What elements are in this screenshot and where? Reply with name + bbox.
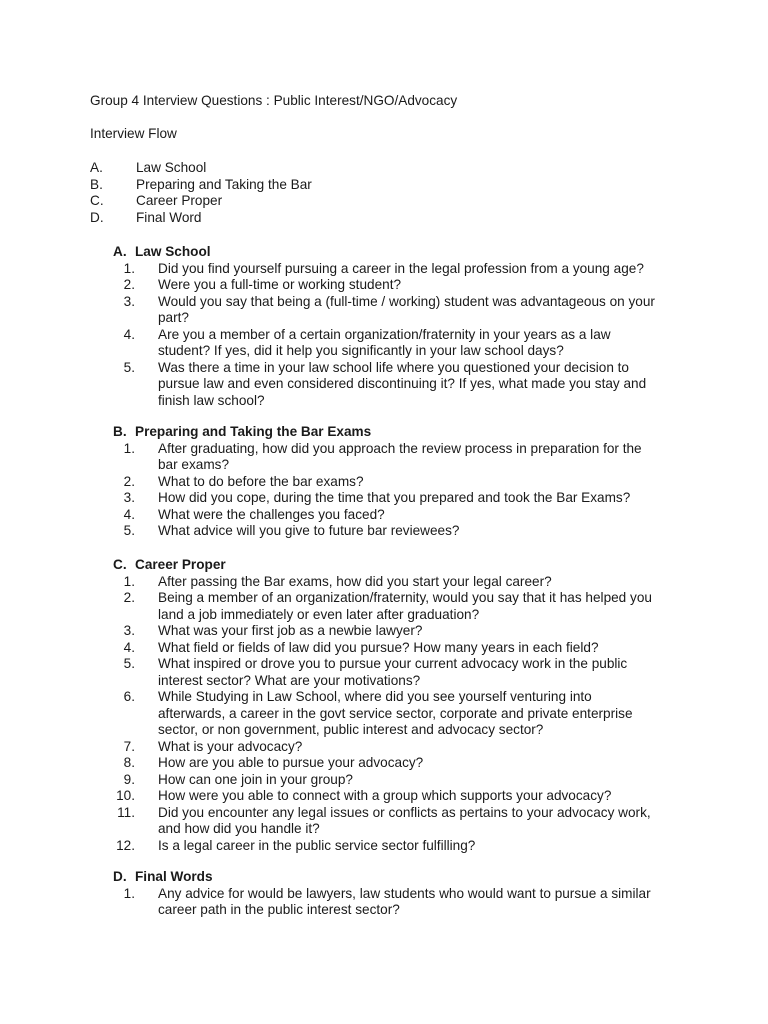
question-number: 7. [123, 738, 135, 754]
flow-item [90, 160, 312, 177]
section-heading [113, 244, 713, 261]
question-number: 9. [123, 771, 135, 787]
flow-item [90, 210, 312, 227]
question-item [113, 261, 713, 278]
section-letter: C. [113, 557, 127, 572]
question-text: Being a member of an organization/fraternity, would you say that it has helped you land a job immediately or even later after graduation? [158, 590, 652, 622]
question-text: Did you find yourself pursuing a career in the legal profession from a young age? [158, 260, 644, 276]
question-number: 6. [123, 689, 135, 704]
question-item [113, 838, 713, 855]
flow-item-label: Law School [136, 160, 207, 175]
question-text: How were you able to connect with a group which supports your advocacy? [158, 788, 612, 803]
flow-item-letter: D. [90, 209, 104, 225]
section-final-words [113, 869, 713, 919]
question-text: Did you encounter any legal issues or conflicts as pertains to your advocacy work, and how did you handle it? [158, 804, 651, 836]
section-letter: A. [113, 244, 127, 259]
question-text: What was your first job as a newbie lawyer? [158, 623, 423, 638]
question-text: How did you cope, during the time that you prepared and took the Bar Exams? [158, 490, 631, 505]
question-item [113, 474, 713, 491]
question-number: 11. [117, 804, 135, 820]
document-title: Group 4 Interview Questions : Public Interest/NGO/Advocacy [90, 93, 458, 108]
flow-item [90, 193, 312, 210]
question-number: 1. [123, 440, 135, 456]
section-bar-exams [113, 424, 713, 540]
question-number: 8. [123, 755, 135, 770]
question-item [113, 788, 713, 805]
question-item [113, 640, 713, 657]
question-number: 1. [123, 573, 135, 589]
question-text: Are you a member of a certain organization/fraternity in your years as a law student? If yes, did it help you significantly in your law school days? [158, 326, 611, 358]
question-text: Is a legal career in the public service sector fulfilling? [158, 837, 476, 853]
question-item [113, 656, 713, 689]
section-letter: B. [113, 424, 127, 439]
question-number: 4. [123, 506, 135, 522]
question-number: 2. [123, 590, 135, 605]
question-item [113, 327, 713, 360]
question-text: What were the challenges you faced? [158, 506, 385, 522]
section-heading [113, 557, 713, 574]
question-number: 5. [123, 523, 135, 538]
flow-item-letter: B. [90, 176, 103, 192]
question-number: 2. [123, 277, 135, 292]
flow-item [90, 177, 312, 194]
question-text: How can one join in your group? [158, 771, 353, 787]
section-heading [113, 424, 713, 441]
question-item [113, 772, 713, 789]
question-item [113, 755, 713, 772]
question-item [113, 490, 713, 507]
question-item [113, 294, 713, 327]
question-text: What is your advocacy? [158, 738, 303, 754]
question-text: Would you say that being a (full-time / working) student was advantageous on your part? [158, 293, 655, 325]
question-text: Were you a full-time or working student? [158, 277, 402, 292]
flow-item-letter: A. [90, 160, 103, 175]
question-text: While Studying in Law School, where did you see yourself venturing into afterwards, a career in the govt service sector, corporate and private enterprise sector, or non government, public interest and advocacy sector? [158, 689, 633, 737]
question-item [113, 441, 713, 474]
flow-item-letter: C. [90, 193, 104, 208]
question-number: 2. [123, 473, 135, 489]
question-item [113, 360, 713, 410]
question-text: After passing the Bar exams, how did you start your legal career? [158, 573, 552, 589]
question-number: 3. [123, 623, 135, 638]
flow-item-label: Career Proper [136, 193, 223, 208]
question-number: 1. [123, 885, 135, 901]
flow-item-label: Final Word [136, 209, 202, 225]
section-heading [113, 869, 713, 886]
section-title: Career Proper [135, 557, 226, 572]
interview-flow-list [90, 160, 312, 226]
question-item [113, 739, 713, 756]
section-title: Final Words [135, 869, 213, 884]
question-number: 5. [123, 656, 135, 671]
question-text: After graduating, how did you approach the review process in preparation for the bar exams? [158, 440, 642, 472]
question-item [113, 574, 713, 591]
question-number: 3. [123, 490, 135, 505]
question-number: 3. [123, 293, 135, 309]
question-item [113, 507, 713, 524]
section-letter: D. [113, 869, 127, 884]
question-number: 5. [123, 359, 135, 375]
interview-flow-title: Interview Flow [90, 126, 177, 141]
question-item [113, 689, 713, 739]
flow-item-label: Preparing and Taking the Bar [136, 176, 312, 192]
question-text: Was there a time in your law school life where you questioned your decision to pursue law and even considered discontinuing it? If yes, what made you stay and finish law school? [158, 359, 647, 408]
question-item [113, 805, 713, 838]
section-law-school [113, 244, 713, 409]
question-number: 4. [123, 326, 135, 342]
question-number: 12. [116, 837, 135, 853]
question-text: What field or fields of law did you pursue? How many years in each field? [158, 639, 599, 655]
question-text: What to do before the bar exams? [158, 473, 364, 489]
section-title: Law School [135, 244, 211, 259]
question-number: 10. [116, 788, 135, 803]
question-item [113, 523, 713, 540]
question-text: What inspired or drove you to pursue your current advocacy work in the public interest sector? What are your motivations? [158, 656, 628, 688]
question-number: 1. [123, 260, 135, 276]
question-item [113, 886, 713, 919]
question-item [113, 623, 713, 640]
question-text: Any advice for would be lawyers, law students who would want to pursue a similar career path in the public interest sector? [158, 885, 651, 917]
section-title: Preparing and Taking the Bar Exams [135, 424, 372, 439]
question-text: How are you able to pursue your advocacy? [158, 755, 424, 770]
question-item [113, 277, 713, 294]
question-text: What advice will you give to future bar reviewees? [158, 523, 460, 538]
section-career-proper [113, 557, 713, 854]
question-number: 4. [123, 639, 135, 655]
question-item [113, 590, 713, 623]
